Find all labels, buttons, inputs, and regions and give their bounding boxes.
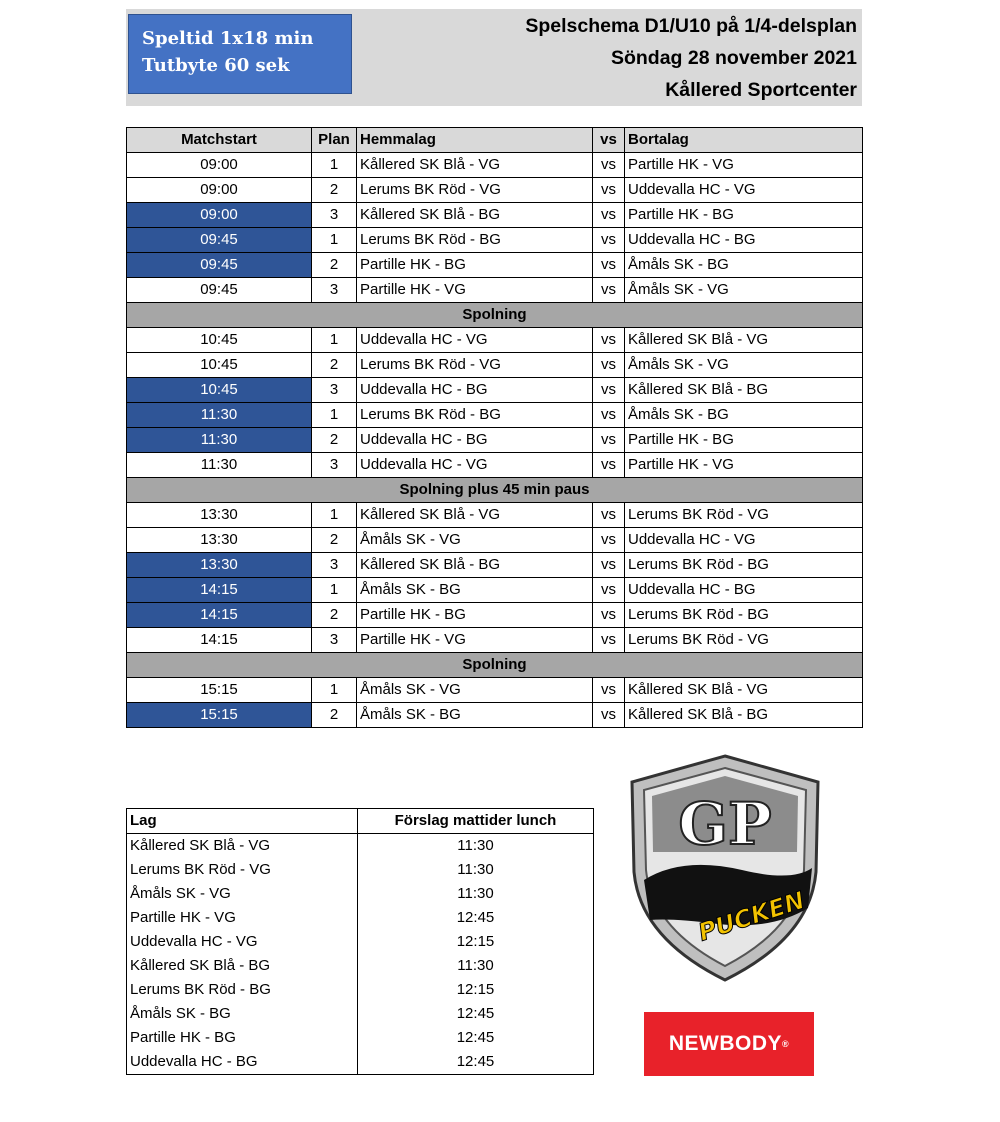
match-row xyxy=(127,228,863,253)
vs-label: vs xyxy=(593,178,625,203)
match-row xyxy=(127,428,863,453)
match-start-time: 10:45 xyxy=(127,378,312,403)
match-start-time: 14:15 xyxy=(127,628,312,653)
away-team: Åmåls SK - BG xyxy=(625,403,863,428)
lunch-team: Partille HK - BG xyxy=(127,1026,358,1050)
vs-label: vs xyxy=(593,628,625,653)
home-team: Åmåls SK - BG xyxy=(357,578,593,603)
newbody-logo-text: NEWBODY xyxy=(668,1032,783,1055)
home-team: Partille HK - BG xyxy=(357,253,593,278)
lunch-time: 12:45 xyxy=(358,1026,594,1050)
match-start-time: 11:30 xyxy=(127,453,312,478)
game-time-label: Speltid 1x18 min xyxy=(142,28,314,49)
vs-label: vs xyxy=(593,153,625,178)
match-plan: 2 xyxy=(312,353,357,378)
vs-label: vs xyxy=(593,403,625,428)
match-row xyxy=(127,703,863,728)
vs-label: vs xyxy=(593,603,625,628)
match-start-time: 09:45 xyxy=(127,253,312,278)
home-team: Uddevalla HC - VG xyxy=(357,453,593,478)
match-plan: 1 xyxy=(312,578,357,603)
match-start-time: 13:30 xyxy=(127,503,312,528)
lunch-row xyxy=(127,882,594,906)
match-row xyxy=(127,678,863,703)
lunch-time: 12:45 xyxy=(358,1050,594,1075)
header-plan: Plan xyxy=(312,128,357,153)
match-start-time: 11:30 xyxy=(127,403,312,428)
away-team: Lerums BK Röd - VG xyxy=(625,628,863,653)
match-plan: 1 xyxy=(312,153,357,178)
vs-label: vs xyxy=(593,678,625,703)
away-team: Lerums BK Röd - BG xyxy=(625,603,863,628)
match-start-time: 14:15 xyxy=(127,578,312,603)
away-team: Uddevalla HC - VG xyxy=(625,178,863,203)
game-info-box xyxy=(128,14,352,94)
away-team: Lerums BK Röd - VG xyxy=(625,503,863,528)
lunch-team: Åmåls SK - VG xyxy=(127,882,358,906)
break-row xyxy=(127,478,863,503)
away-team: Kållered SK Blå - VG xyxy=(625,328,863,353)
match-start-time: 10:45 xyxy=(127,328,312,353)
match-row xyxy=(127,178,863,203)
match-start-time: 11:30 xyxy=(127,428,312,453)
match-start-time: 09:45 xyxy=(127,228,312,253)
match-plan: 1 xyxy=(312,678,357,703)
match-plan: 1 xyxy=(312,328,357,353)
match-row xyxy=(127,203,863,228)
home-team: Partille HK - VG xyxy=(357,628,593,653)
newbody-logo xyxy=(644,1012,814,1076)
pucken-logo-text: PUCKEN xyxy=(694,886,809,947)
vs-label: vs xyxy=(593,453,625,478)
match-start-time: 13:30 xyxy=(127,528,312,553)
vs-label: vs xyxy=(593,378,625,403)
match-row xyxy=(127,328,863,353)
match-row xyxy=(127,278,863,303)
match-row xyxy=(127,603,863,628)
match-start-time: 09:45 xyxy=(127,278,312,303)
vs-label: vs xyxy=(593,253,625,278)
home-team: Lerums BK Röd - VG xyxy=(357,353,593,378)
home-team: Lerums BK Röd - VG xyxy=(357,178,593,203)
away-team: Kållered SK Blå - BG xyxy=(625,703,863,728)
home-team: Kållered SK Blå - VG xyxy=(357,153,593,178)
away-team: Partille HK - BG xyxy=(625,203,863,228)
vs-label: vs xyxy=(593,328,625,353)
vs-label: vs xyxy=(593,553,625,578)
match-row xyxy=(127,453,863,478)
header-lunch-time: Förslag mattider lunch xyxy=(358,809,594,834)
schedule-title: Spelschema D1/U10 på 1/4-delsplan xyxy=(525,15,857,37)
home-team: Åmåls SK - VG xyxy=(357,528,593,553)
lunch-time: 11:30 xyxy=(358,882,594,906)
match-row xyxy=(127,353,863,378)
lunch-row xyxy=(127,1026,594,1050)
lunch-team: Åmåls SK - BG xyxy=(127,1002,358,1026)
away-team: Partille HK - BG xyxy=(625,428,863,453)
lunch-time: 12:15 xyxy=(358,930,594,954)
schedule-table xyxy=(126,127,863,728)
lunch-row xyxy=(127,906,594,930)
match-plan: 2 xyxy=(312,603,357,628)
home-team: Kållered SK Blå - BG xyxy=(357,553,593,578)
home-team: Lerums BK Röd - BG xyxy=(357,228,593,253)
away-team: Åmåls SK - VG xyxy=(625,278,863,303)
lunch-team: Kållered SK Blå - VG xyxy=(127,834,358,859)
match-row xyxy=(127,153,863,178)
vs-label: vs xyxy=(593,353,625,378)
lunch-table xyxy=(126,808,594,1075)
vs-label: vs xyxy=(593,528,625,553)
header-matchstart: Matchstart xyxy=(127,128,312,153)
header-vs: vs xyxy=(593,128,625,153)
lunch-team: Lerums BK Röd - BG xyxy=(127,978,358,1002)
break-label: Spolning xyxy=(127,653,863,678)
match-plan: 1 xyxy=(312,403,357,428)
home-team: Partille HK - BG xyxy=(357,603,593,628)
lunch-row xyxy=(127,834,594,859)
substitution-label: Tutbyte 60 sek xyxy=(142,55,290,76)
match-plan: 1 xyxy=(312,228,357,253)
break-row xyxy=(127,303,863,328)
break-label: Spolning plus 45 min paus xyxy=(127,478,863,503)
match-plan: 2 xyxy=(312,253,357,278)
gp-pucken-logo xyxy=(622,752,828,984)
home-team: Kållered SK Blå - VG xyxy=(357,503,593,528)
home-team: Uddevalla HC - BG xyxy=(357,428,593,453)
lunch-team: Lerums BK Röd - VG xyxy=(127,858,358,882)
lunch-row xyxy=(127,1002,594,1026)
match-start-time: 09:00 xyxy=(127,178,312,203)
match-row xyxy=(127,578,863,603)
match-plan: 3 xyxy=(312,553,357,578)
match-start-time: 09:00 xyxy=(127,153,312,178)
match-start-time: 09:00 xyxy=(127,203,312,228)
match-plan: 1 xyxy=(312,503,357,528)
away-team: Partille HK - VG xyxy=(625,153,863,178)
vs-label: vs xyxy=(593,203,625,228)
match-plan: 3 xyxy=(312,278,357,303)
break-label: Spolning xyxy=(127,303,863,328)
match-row xyxy=(127,628,863,653)
lunch-row xyxy=(127,930,594,954)
schedule-venue: Kållered Sportcenter xyxy=(665,79,857,101)
break-row xyxy=(127,653,863,678)
match-plan: 3 xyxy=(312,628,357,653)
home-team: Lerums BK Röd - BG xyxy=(357,403,593,428)
lunch-row xyxy=(127,858,594,882)
vs-label: vs xyxy=(593,278,625,303)
match-plan: 2 xyxy=(312,528,357,553)
lunch-time: 11:30 xyxy=(358,858,594,882)
header-home: Hemmalag xyxy=(357,128,593,153)
vs-label: vs xyxy=(593,428,625,453)
header-away: Bortalag xyxy=(625,128,863,153)
lunch-time: 11:30 xyxy=(358,834,594,859)
match-start-time: 15:15 xyxy=(127,678,312,703)
schedule-header-row xyxy=(127,128,863,153)
lunch-time: 12:15 xyxy=(358,978,594,1002)
away-team: Partille HK - VG xyxy=(625,453,863,478)
match-plan: 3 xyxy=(312,453,357,478)
lunch-team: Kållered SK Blå - BG xyxy=(127,954,358,978)
lunch-row xyxy=(127,978,594,1002)
lunch-time: 12:45 xyxy=(358,1002,594,1026)
match-start-time: 13:30 xyxy=(127,553,312,578)
home-team: Kållered SK Blå - BG xyxy=(357,203,593,228)
page-title xyxy=(525,10,857,106)
schedule-date: Söndag 28 november 2021 xyxy=(610,47,857,69)
match-row xyxy=(127,403,863,428)
vs-label: vs xyxy=(593,703,625,728)
away-team: Uddevalla HC - BG xyxy=(625,228,863,253)
match-start-time: 15:15 xyxy=(127,703,312,728)
away-team: Uddevalla HC - BG xyxy=(625,578,863,603)
home-team: Åmåls SK - VG xyxy=(357,678,593,703)
vs-label: vs xyxy=(593,503,625,528)
away-team: Kållered SK Blå - BG xyxy=(625,378,863,403)
match-row xyxy=(127,378,863,403)
lunch-team: Uddevalla HC - BG xyxy=(127,1050,358,1075)
header-team: Lag xyxy=(127,809,358,834)
lunch-header-row xyxy=(127,809,594,834)
match-row xyxy=(127,253,863,278)
away-team: Åmåls SK - VG xyxy=(625,353,863,378)
match-plan: 3 xyxy=(312,203,357,228)
home-team: Partille HK - VG xyxy=(357,278,593,303)
match-plan: 2 xyxy=(312,178,357,203)
gp-logo-text: GP xyxy=(678,790,772,858)
lunch-row xyxy=(127,1050,594,1075)
match-row xyxy=(127,503,863,528)
match-plan: 3 xyxy=(312,378,357,403)
vs-label: vs xyxy=(593,228,625,253)
lunch-team: Partille HK - VG xyxy=(127,906,358,930)
home-team: Uddevalla HC - VG xyxy=(357,328,593,353)
match-row xyxy=(127,553,863,578)
match-start-time: 10:45 xyxy=(127,353,312,378)
lunch-row xyxy=(127,954,594,978)
lunch-time: 11:30 xyxy=(358,954,594,978)
away-team: Åmåls SK - BG xyxy=(625,253,863,278)
lunch-team: Uddevalla HC - VG xyxy=(127,930,358,954)
match-plan: 2 xyxy=(312,703,357,728)
registered-mark: ® xyxy=(782,1039,790,1049)
away-team: Kållered SK Blå - VG xyxy=(625,678,863,703)
vs-label: vs xyxy=(593,578,625,603)
away-team: Uddevalla HC - VG xyxy=(625,528,863,553)
match-row xyxy=(127,528,863,553)
lunch-time: 12:45 xyxy=(358,906,594,930)
match-start-time: 14:15 xyxy=(127,603,312,628)
home-team: Uddevalla HC - BG xyxy=(357,378,593,403)
away-team: Lerums BK Röd - BG xyxy=(625,553,863,578)
match-plan: 2 xyxy=(312,428,357,453)
home-team: Åmåls SK - BG xyxy=(357,703,593,728)
